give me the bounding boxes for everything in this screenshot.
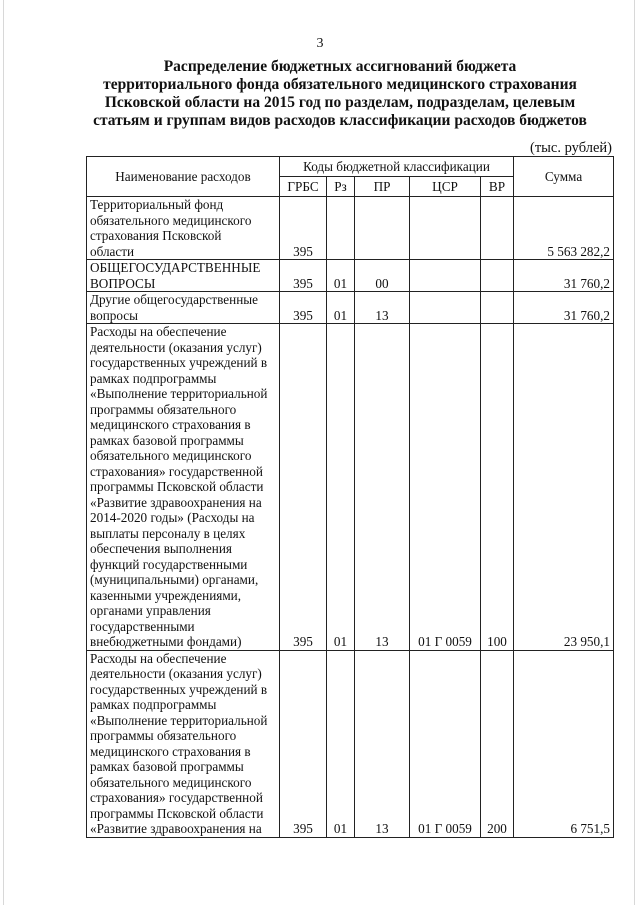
row-rz: 01 — [327, 292, 355, 324]
row-grbs: 395 — [280, 197, 327, 260]
header-codes-group: Коды бюджетной классификации — [280, 157, 514, 177]
row-rz: 01 — [327, 650, 355, 837]
row-rz: 01 — [327, 260, 355, 292]
header-rz: Рз — [327, 177, 355, 197]
document-title — [60, 58, 620, 130]
title-line: территориального фонда обязательного медицинского страхования — [103, 76, 577, 93]
row-name: ОБЩЕГОСУДАРСТВЕННЫЕ ВОПРОСЫ — [87, 260, 280, 292]
row-pr: 13 — [355, 324, 410, 651]
header-vr: ВР — [481, 177, 514, 197]
row-csr — [410, 260, 481, 292]
header-name: Наименование расходов — [87, 157, 280, 197]
table-row — [87, 292, 614, 324]
header-grbs: ГРБС — [280, 177, 327, 197]
table-row — [87, 650, 614, 837]
row-grbs: 395 — [280, 260, 327, 292]
row-vr — [481, 292, 514, 324]
row-csr: 01 Г 0059 — [410, 650, 481, 837]
row-vr — [481, 260, 514, 292]
row-vr: 200 — [481, 650, 514, 837]
row-name: Расходы на обеспечение деятельности (оказания услуг) государственных учреждений в рамках подпрограммы «Выполнение территориальной программы обязательного медицинского страхования в рамках базовой программы обязательного медицинского страхования» государственной программы Псковской области «Развитие здравоохранения на 2014-2020 годы» (Расходы на выплаты персоналу в целях обеспечения выполнения функций государственными (муниципальными) органами, казенными учреждениями, органами управления государственными внебюджетными фондами) — [87, 324, 280, 651]
row-name: Расходы на обеспечение деятельности (оказания услуг) государственных учреждений в рамках подпрограммы «Выполнение территориальной программы обязательного медицинского страхования в рамках базовой программы обязательного медицинского страхования» государственной программы Псковской области «Развитие здравоохранения на — [87, 650, 280, 837]
title-line: статьям и группам видов расходов классификации расходов бюджетов — [93, 112, 587, 129]
row-grbs: 395 — [280, 650, 327, 837]
row-csr — [410, 197, 481, 260]
scan-edge-line — [634, 0, 635, 905]
header-csr: ЦСР — [410, 177, 481, 197]
table-row — [87, 324, 614, 651]
row-csr — [410, 292, 481, 324]
table-row — [87, 260, 614, 292]
row-pr: 13 — [355, 292, 410, 324]
row-pr: 13 — [355, 650, 410, 837]
row-vr — [481, 197, 514, 260]
row-rz: 01 — [327, 324, 355, 651]
header-sum: Сумма — [514, 157, 614, 197]
table-row — [87, 197, 614, 260]
row-sum: 23 950,1 — [514, 324, 614, 651]
row-pr — [355, 197, 410, 260]
row-sum: 31 760,2 — [514, 260, 614, 292]
table-header-row — [87, 157, 614, 177]
row-rz — [327, 197, 355, 260]
header-pr: ПР — [355, 177, 410, 197]
scan-edge-line — [3, 0, 4, 905]
row-pr: 00 — [355, 260, 410, 292]
row-grbs: 395 — [280, 324, 327, 651]
row-vr: 100 — [481, 324, 514, 651]
row-sum: 31 760,2 — [514, 292, 614, 324]
units-label: (тыс. рублей) — [530, 140, 612, 156]
row-sum: 6 751,5 — [514, 650, 614, 837]
row-name: Территориальный фонд обязательного медицинского страхования Псковской области — [87, 197, 280, 260]
row-name: Другие общегосударственные вопросы — [87, 292, 280, 324]
budget-table — [86, 156, 614, 838]
row-sum: 5 563 282,2 — [514, 197, 614, 260]
row-csr: 01 Г 0059 — [410, 324, 481, 651]
page-number: 3 — [316, 36, 324, 51]
title-line: Псковской области на 2015 год по разделам, подразделам, целевым — [104, 94, 576, 111]
title-line: Распределение бюджетных ассигнований бюджета — [163, 58, 517, 75]
row-grbs: 395 — [280, 292, 327, 324]
